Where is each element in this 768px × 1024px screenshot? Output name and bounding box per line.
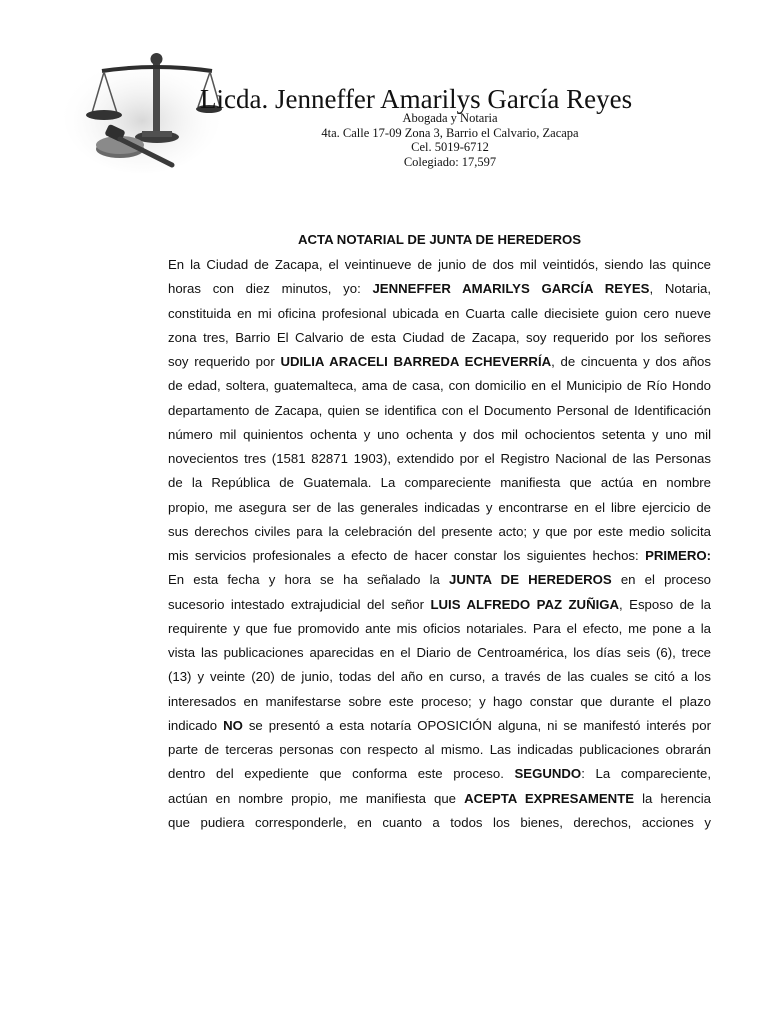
document-body	[168, 253, 711, 835]
body-line: parte de terceras personas con respecto al mismo. Las indicadas publicaciones obrarán	[168, 742, 711, 757]
office-address: 4ta. Calle 17-09 Zona 3, Barrio el Calvario, Zacapa	[321, 125, 579, 140]
body-line: de edad, soltera, guatemalteca, ama de casa, con domicilio en el Municipio de Río Hondo	[168, 378, 711, 394]
requester-name: UDILIA ARACELI BARREDA ECHEVERRÍA	[280, 354, 552, 369]
no-emphasis: NO	[223, 717, 243, 733]
body-line: constituida en mi oficina profesional ubicada en Cuarta calle diecisiete guion cero nueve	[168, 305, 711, 321]
clause-primero: PRIMERO:	[645, 548, 711, 563]
body-line: número mil quinientos ochenta y uno ochenta y dos mil ochocientos setenta y uno mil	[168, 426, 711, 442]
deceased-name: LUIS ALFREDO PAZ ZUÑIGA	[430, 596, 620, 612]
body-line: departamento de Zacapa, quien se identifica con el Documento Personal de Identificación	[168, 402, 711, 418]
body-line: requirente y que fue promovido ante mis oficios notariales. Para el efecto, me pone a la	[168, 620, 711, 636]
body-line: indicado NO se presentó a esta notaría OPOSICIÓN alguna, ni se manifestó interés por	[168, 717, 711, 733]
body-line: que pudiera corresponderle, en cuanto a todos los bienes, derechos, acciones y	[168, 814, 711, 830]
body-line: En la Ciudad de Zacapa, el veintinueve de junio de dos mil veintidós, siendo las quince	[168, 257, 711, 272]
phone-number: Cel. 5019-6712	[411, 140, 489, 154]
body-line: horas con diez minutos, yo: JENNEFFER AMARILYS GARCÍA REYES, Notaria,	[168, 281, 711, 297]
body-line: vista las publicaciones aparecidas en el Diario de Centroamérica, los días seis (6), trece	[168, 645, 711, 660]
document-title: ACTA NOTARIAL DE JUNTA DE HEREDEROS	[297, 232, 582, 247]
scales-of-justice-icon	[62, 45, 222, 175]
body-line: interesados en manifestarse sobre este proceso; y hago constar que durante el plazo	[168, 693, 711, 709]
body-line: mis servicios profesionales a efecto de hacer constar los siguientes hechos: PRIMERO:	[168, 548, 711, 563]
body-line: soy requerido por UDILIA ARACELI BARREDA ECHEVERRÍA, de cincuenta y dos años	[168, 354, 711, 369]
lawyer-name: Licda. Jenneffer Amarilys García Reyes	[200, 84, 633, 114]
body-line: actúan en nombre propio, me manifiesta que ACEPTA EXPRESAMENTE la herencia	[168, 790, 711, 806]
letterhead-contact	[240, 111, 660, 169]
body-line: zona tres, Barrio El Calvario de esta Ciudad de Zacapa, soy requerido por los señores	[168, 329, 711, 345]
body-line: sucesorio intestado extrajudicial del señor LUIS ALFREDO PAZ ZUÑIGA, Esposo de la	[168, 596, 711, 612]
junta-herederos: JUNTA DE HEREDEROS	[449, 572, 612, 588]
clause-segundo: SEGUNDO	[514, 766, 582, 782]
bar-registration: Colegiado: 17,597	[403, 154, 497, 169]
body-line: (13) y veinte (20) de junio, todas del año en curso, a través de las cuales se citó a los	[168, 669, 711, 685]
body-line: sus derechos civiles para la celebración del presente acto; y que por este medio solicita	[168, 523, 711, 539]
body-line: de la República de Guatemala. La compareciente manifiesta que actúa en nombre	[168, 475, 711, 491]
body-line: novecientos tres (1581 82871 1903), extendido por el Registro Nacional de las Personas	[168, 451, 711, 466]
lawyer-role: Abogada y Notaria	[402, 111, 498, 125]
body-line: dentro del expediente que conforma este proceso. SEGUNDO: La compareciente,	[168, 766, 711, 782]
notary-name: JENNEFFER AMARILYS GARCÍA REYES	[372, 281, 650, 297]
body-line: propio, me asegura ser de las generales indicadas y encontrarse en el libre ejercicio de	[168, 499, 711, 515]
body-line: En esta fecha y hora se ha señalado la JUNTA DE HEREDEROS en el proceso	[168, 572, 711, 588]
acepta-expresamente: ACEPTA EXPRESAMENTE	[464, 790, 635, 806]
